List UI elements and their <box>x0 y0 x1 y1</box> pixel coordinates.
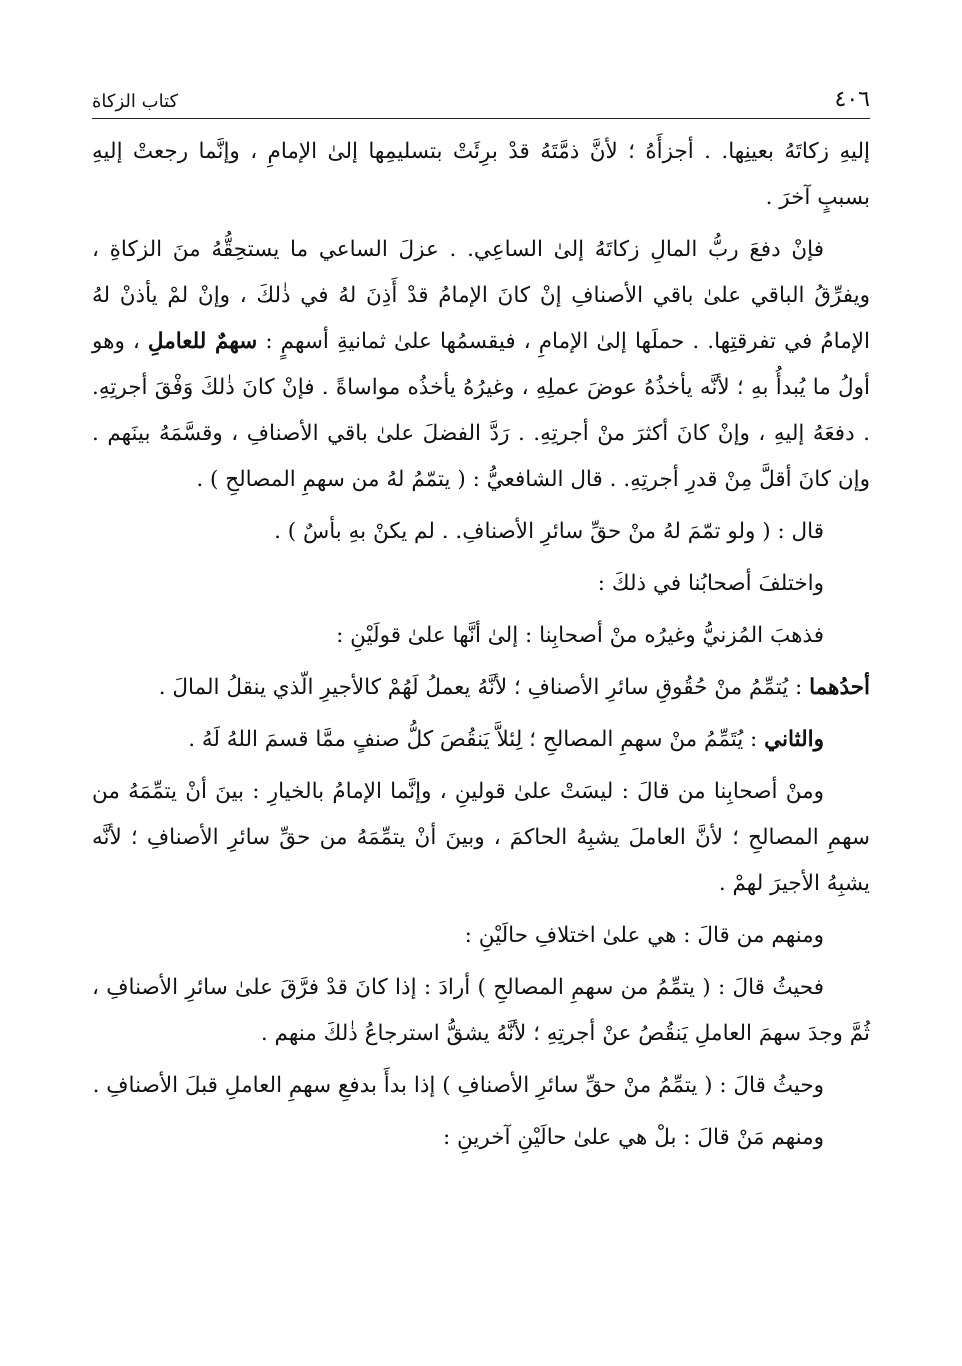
paragraph: ومنهم مَنْ قالَ : بلْ هي علىٰ حالَيْنِ آخرينِ : <box>442 1125 824 1150</box>
page-number: ٤٠٦ <box>834 87 870 112</box>
paragraph-text: : يُتمِّمُ منْ حُقُوقِ سائرِ الأصنافِ ؛ لأنَّهُ يعملُ لَهُمْ كالأجيرِ الّذي ينقلُ المالَ . <box>158 675 803 700</box>
paragraph-text: : يُتَمِّمُ منْ سهمِ المصالحِ ؛ لِئلاَّ يَنقُصَ كلُّ صنفٍ ممَّا قسمَ اللهُ لَهُ . <box>188 727 758 752</box>
paragraph: فحيثُ قالَ : ( يتمِّمُ من سهمِ المصالحِ ) أرادَ : إذا كانَ قدْ فرَّقَ علىٰ سائرِ الأصنافِ ، ثُمَّ وجدَ سهمَ العاملِ يَنقُصُ عنْ أجرتِهِ ؛ لأنَّهُ يشقُّ استرجاعُ ذٰلكَ منهم . <box>92 975 870 1046</box>
paragraph: إليهِ زكاتَهُ بعينِها. . أجزأَهُ ؛ لأنَّ ذمَّتَهُ قدْ برِئَتْ بتسليمِها إلىٰ الإمامِ ، وإنَّما رجعتْ إليهِ بسببٍ آخرَ . <box>92 139 870 210</box>
paragraph <box>92 717 870 763</box>
paragraph: ومنْ أصحابِنا من قالَ : ليسَتْ علىٰ قولينِ ، وإنَّما الإمامُ بالخيارِ : بينَ أنْ يتمِّمَهُ من سهمِ المصالحِ ؛ لأنَّ العاملَ يشبِهُ الحاكمَ ، وبينَ أنْ يتمِّمَهُ من حقِّ سائرِ الأصنافِ ؛ لأنَّه يشبِهُ الأجيرَ لهمْ . <box>92 779 870 896</box>
paragraph: ومنهم من قالَ : هي علىٰ اختلافِ حالَيْنِ : <box>464 923 824 948</box>
paragraph: وحيثُ قالَ : ( يتمِّمُ منْ حقِّ سائرِ الأصنافِ ) إذا بدأَ بدفعِ سهمِ العاملِ قبلَ الأصنافِ . <box>92 1073 824 1098</box>
header-rule <box>92 118 870 119</box>
page-header <box>92 78 870 112</box>
page-body <box>92 129 870 1161</box>
bold-term: سهمٌ للعاملِ <box>147 329 258 354</box>
paragraph <box>92 665 870 711</box>
paragraph-text: ، وهو أولُ ما يُبدأُ بهِ ؛ لأنَّه يأخذُهُ عوضَ عملِهِ ، وغيرُهُ يأخذُه مواساةً . فإنْ كانَ ذٰلكَ وَفْقَ أجرتِهِ. . دفعَهُ إليهِ ، وإنْ كانَ أكثرَ منْ أجرتِهِ. . رَدَّ الفضلَ علىٰ باقي الأصنافِ ، وقسَّمَهُ بينَهم . وإن كانَ أقلَّ مِنْ قدرِ أجرتِهِ. . قال الشافعيُّ : ( يتمّمُ لهُ من سهمِ المصالحِ ) . <box>92 329 870 492</box>
bold-term: والثاني <box>764 727 824 752</box>
paragraph: قال : ( ولو تمّمَ لهُ منْ حقِّ سائرِ الأصنافِ. . لم يكنْ بهِ بأسٌ ) . <box>274 519 824 544</box>
paragraph: فذهبَ المُزنيُّ وغيرُه منْ أصحابِنا : إلىٰ أنَّها علىٰ قولَيْنِ : <box>336 623 824 648</box>
bold-term: أحدُهما <box>809 675 870 700</box>
running-title: كتاب الزكاة <box>92 91 179 112</box>
paragraph: واختلفَ أصحابُنا في ذلكَ : <box>597 571 824 596</box>
paragraph-text: فإنْ دفعَ ربُّ المالِ زكاتَهُ إلىٰ الساعِي. . عزلَ الساعي ما يستحِقُّهُ منَ الزكاةِ ، ويفرِّقُ الباقي علىٰ باقي الأصنافِ إنْ كانَ الإمامُ قدْ أَذِنَ لهُ في ذٰلكَ ، وإنْ لمْ يأذنْ لهُ الإمامُ في تفرقتِها. . حملَها إلىٰ الإمامِ ، فيقسمُها علىٰ ثمانيةِ أسهمٍ : <box>92 237 870 354</box>
paragraph <box>92 227 870 503</box>
